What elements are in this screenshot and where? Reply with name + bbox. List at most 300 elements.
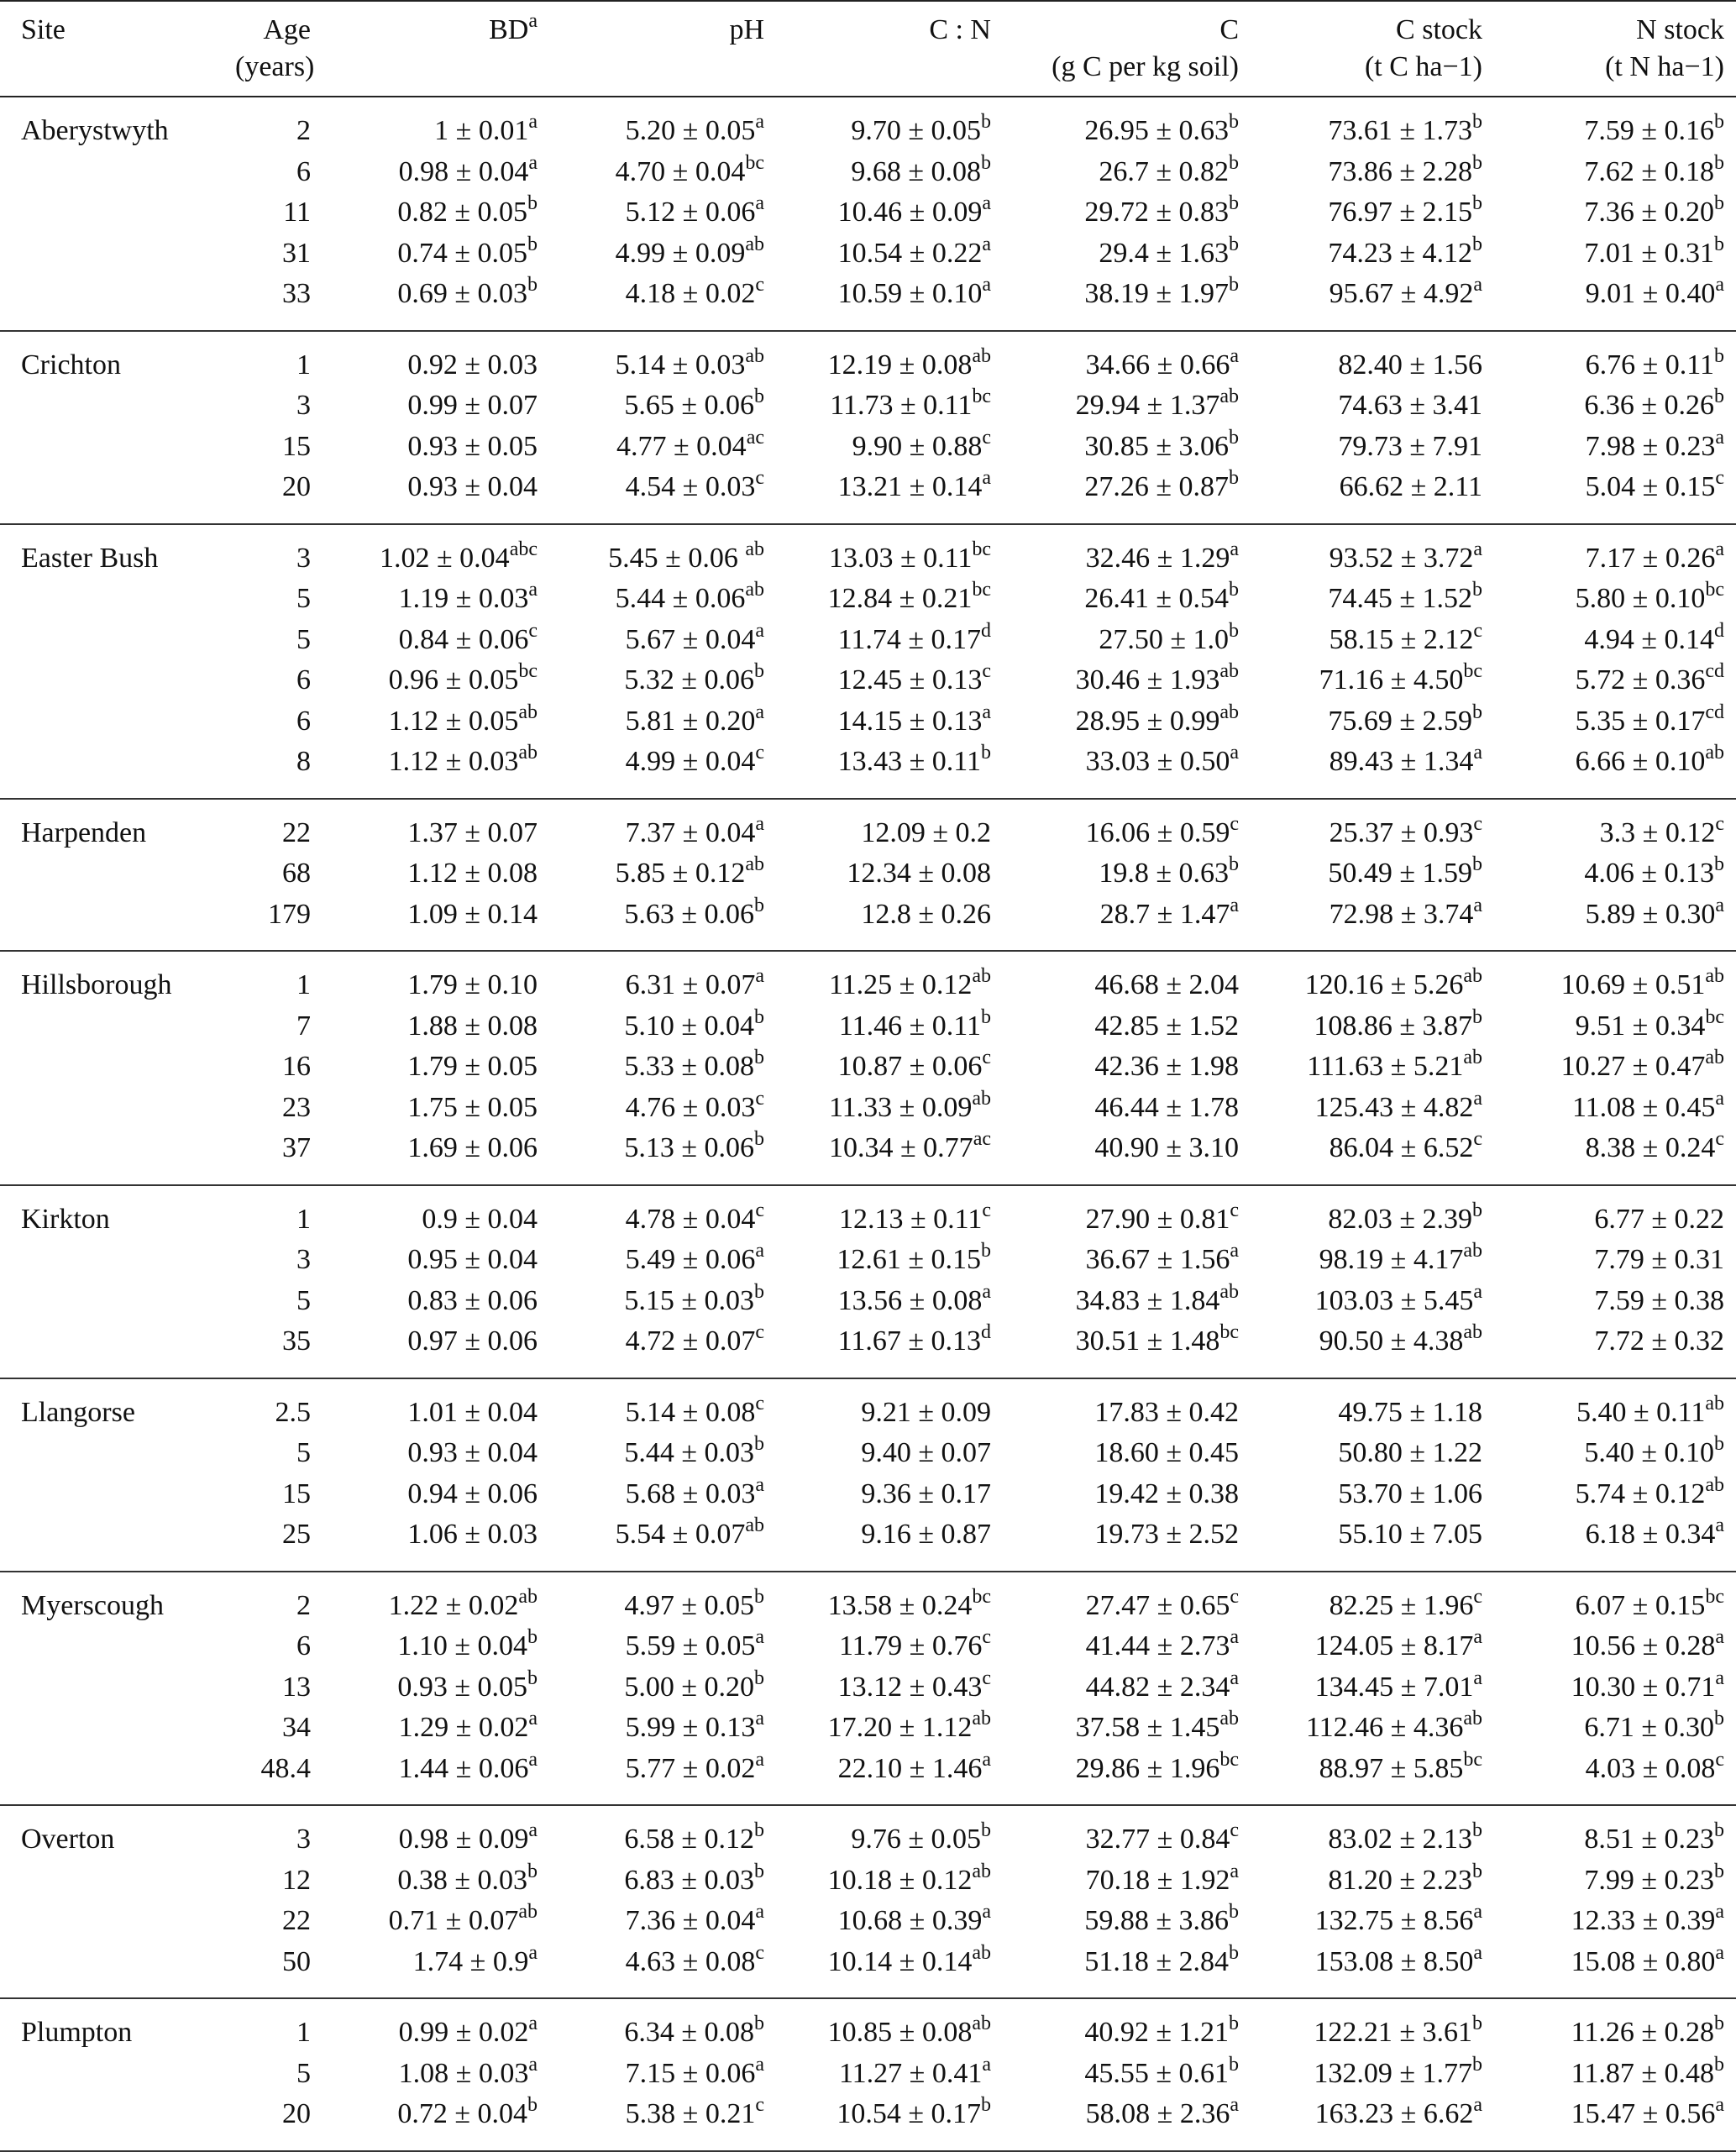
cell-n-stock-value: 5.74 ± 0.12 [1575, 1478, 1706, 1509]
cell-cn-value: 9.76 ± 0.05 [851, 1824, 981, 1855]
cell-cn-significance: b [981, 151, 991, 174]
cell-site [0, 1708, 227, 1749]
cell-age: 179 [227, 895, 319, 952]
cell-age: 20 [227, 467, 319, 524]
cell-bd-significance: ab [518, 701, 538, 723]
table-row [0, 274, 1736, 331]
cell-ph-significance: a [755, 1240, 764, 1262]
cell-ph-value: 4.72 ± 0.07 [625, 1325, 756, 1357]
cell-site [0, 2054, 227, 2095]
cell-cn [773, 951, 999, 1006]
cell-n-stock-significance: cd [1705, 660, 1724, 682]
cell-c-stock-significance: c [1473, 812, 1482, 835]
cell-n-stock [1491, 660, 1736, 701]
cell-c-significance: a [1230, 1666, 1239, 1689]
cell-n-stock [1491, 579, 1736, 620]
cell-site: Overton [21, 1824, 115, 1855]
cell-site [0, 152, 227, 193]
table-row [0, 331, 1736, 386]
header-site-blank [0, 49, 227, 97]
cell-cn-significance: ab [972, 1941, 991, 1964]
cell-n-stock-significance: b [1714, 853, 1724, 875]
cell-cn-significance: bc [972, 579, 991, 601]
cell-n-stock-significance: b [1714, 233, 1724, 255]
cell-n-stock-significance: b [1714, 344, 1724, 367]
cell-age: 6 [296, 705, 311, 737]
cell-age: 35 [227, 1321, 319, 1378]
cell-bd [319, 1998, 546, 2054]
cell-c-significance: b [1229, 274, 1239, 296]
cell-ph-value: 5.85 ± 0.12 [615, 858, 746, 889]
cell-bd-significance: ab [518, 1901, 538, 1923]
cell-ph-significance: a [755, 1748, 764, 1771]
cell-bd [319, 1378, 546, 1434]
cell-c-value: 34.66 ± 0.66 [1085, 349, 1230, 381]
cell-n-stock [1491, 1998, 1736, 2054]
cell-cn-value: 13.03 ± 0.11 [828, 542, 973, 574]
cell-cn-value: 9.70 ± 0.05 [851, 115, 981, 146]
cell-site [0, 1749, 227, 1806]
cell-cn-value: 13.56 ± 0.08 [837, 1284, 983, 1316]
cell-n-stock-value: 4.06 ± 0.13 [1584, 858, 1714, 889]
cell-c-stock-significance: c [1473, 1128, 1482, 1150]
cell-c-stock-significance: b [1472, 233, 1482, 255]
cell-c [999, 579, 1247, 620]
cell-bd-value: 0.98 ± 0.09 [398, 1824, 529, 1855]
cell-cn-significance: a [982, 274, 991, 296]
cell-age: 34 [282, 1712, 311, 1743]
cell-n-stock-value: 5.72 ± 0.36 [1575, 664, 1706, 695]
cell-n-stock [1491, 701, 1736, 743]
cell-ph-value: 4.78 ± 0.04 [625, 1203, 756, 1235]
cell-ph [546, 1088, 773, 1129]
cell-c [999, 742, 1247, 799]
cell-ph-value: 4.77 ± 0.04 [616, 430, 747, 462]
cell-c-stock-value: 82.25 ± 1.96 [1329, 1589, 1474, 1621]
cell-bd [319, 1281, 546, 1322]
cell-c-value: 27.47 ± 0.65 [1085, 1589, 1230, 1621]
cell-bd-significance: ab [518, 1585, 538, 1608]
cell-bd [319, 620, 546, 661]
cell-n-stock [1491, 895, 1736, 952]
cell-n-stock [1491, 742, 1736, 799]
cell-ph-significance: c [755, 1321, 764, 1343]
site-group-5 [0, 1185, 1736, 1378]
cell-bd-significance: a [528, 111, 538, 133]
cell-n-stock [1491, 467, 1736, 524]
cell-n-stock-value: 10.30 ± 0.71 [1571, 1671, 1716, 1703]
cell-c-stock [1247, 1047, 1491, 1088]
cell-ph-value: 4.99 ± 0.04 [625, 746, 756, 777]
cell-c-stock-significance: a [1473, 1901, 1482, 1923]
cell-cn [773, 1088, 999, 1129]
cell-c-stock [1247, 97, 1491, 152]
table-row [0, 152, 1736, 193]
cell-cn-value: 10.54 ± 0.22 [837, 237, 983, 269]
cell-c [999, 2094, 1247, 2151]
cell-c-value: 46.44 ± 1.78 [1094, 1091, 1239, 1123]
cell-age: 11 [283, 197, 311, 228]
cell-c-significance: b [1229, 151, 1239, 174]
cell-ph-significance: c [755, 467, 764, 489]
cell-n-stock-value: 15.08 ± 0.80 [1571, 1945, 1716, 1977]
header-age: Age [263, 14, 311, 45]
header-ph-blank [546, 49, 773, 97]
cell-c-value: 51.18 ± 2.84 [1084, 1945, 1229, 1977]
cell-cn [773, 1667, 999, 1708]
cell-ph-significance: b [754, 1433, 764, 1455]
cell-bd-value: 1.79 ± 0.10 [407, 969, 538, 1000]
cell-cn-value: 10.68 ± 0.39 [837, 1905, 983, 1936]
cell-age: 5 [296, 1437, 311, 1468]
cell-c-stock-significance: b [1472, 1819, 1482, 1841]
cell-bd [319, 192, 546, 234]
cell-ph [546, 427, 773, 468]
cell-ph-significance: c [755, 1392, 764, 1415]
cell-bd [319, 97, 546, 152]
cell-bd-significance: b [527, 192, 538, 214]
cell-cn [773, 1240, 999, 1281]
cell-c [999, 1433, 1247, 1474]
table-row [0, 1998, 1736, 2054]
cell-c [999, 951, 1247, 1006]
cell-c-value: 30.85 ± 3.06 [1084, 430, 1229, 462]
cell-c-stock-value: 95.67 ± 4.92 [1329, 278, 1474, 309]
cell-n-stock-significance: ab [1705, 1047, 1724, 1068]
cell-bd [319, 1708, 546, 1749]
cell-cn-value: 13.58 ± 0.24 [827, 1589, 973, 1621]
cell-c-stock [1247, 1626, 1491, 1667]
cell-ph [546, 660, 773, 701]
cell-cn-significance: c [982, 660, 991, 682]
cell-c-significance: ab [1219, 1280, 1239, 1303]
cell-cn-value: 17.20 ± 1.12 [827, 1712, 973, 1743]
cell-cn-significance: b [981, 1819, 991, 1841]
cell-c-significance: a [1230, 1860, 1239, 1882]
cell-bd [319, 1006, 546, 1047]
cell-c-stock-value: 74.23 ± 4.12 [1328, 237, 1472, 269]
cell-c-stock-significance: a [1473, 1941, 1482, 1964]
cell-c [999, 799, 1247, 854]
cell-c-stock-value: 98.19 ± 4.17 [1319, 1244, 1464, 1275]
cell-bd-value: 1.44 ± 0.06 [398, 1752, 529, 1784]
cell-site [0, 742, 227, 799]
cell-cn [773, 2094, 999, 2151]
cell-cn-significance: a [982, 233, 991, 255]
cell-n-stock-value: 11.26 ± 0.28 [1571, 2017, 1714, 2048]
cell-ph-value: 4.70 ± 0.04 [615, 155, 746, 187]
cell-cn-value: 22.10 ± 1.46 [837, 1752, 983, 1784]
cell-cn-value: 9.90 ± 0.88 [852, 430, 983, 462]
cell-ph-significance: c [755, 274, 764, 296]
cell-ph [546, 853, 773, 895]
cell-n-stock-significance: a [1715, 274, 1724, 296]
cell-bd [319, 1805, 546, 1861]
cell-c-stock [1247, 1805, 1491, 1861]
cell-bd-value: 0.69 ± 0.03 [397, 278, 527, 309]
cell-bd-value: 0.71 ± 0.07 [388, 1905, 519, 1936]
cell-cn-significance: bc [972, 386, 991, 407]
cell-c-stock-significance: c [1473, 1585, 1482, 1608]
header-row-1 [0, 1, 1736, 49]
cell-site: Kirkton [21, 1203, 110, 1235]
cell-cn-value: 10.54 ± 0.17 [837, 2098, 981, 2129]
cell-cn [773, 1901, 999, 1942]
cell-c-stock-value: 125.43 ± 4.82 [1314, 1091, 1474, 1123]
cell-bd-value: 0.93 ± 0.05 [407, 430, 538, 462]
cell-c-stock [1247, 524, 1491, 580]
cell-c-value: 30.46 ± 1.93 [1075, 664, 1220, 695]
cell-site [0, 1514, 227, 1572]
header-n-stock: N stock [1636, 14, 1724, 45]
header-c-unit: (g C per kg soil) [999, 49, 1247, 97]
cell-c-stock-significance: c [1473, 619, 1482, 642]
cell-c-significance: b [1229, 2053, 1239, 2076]
cell-cn-value: 12.34 ± 0.08 [847, 858, 991, 889]
cell-ph-significance: a [755, 2053, 764, 2076]
cell-n-stock [1491, 1901, 1736, 1942]
cell-n-stock-value: 9.01 ± 0.40 [1585, 278, 1716, 309]
cell-bd-significance: a [528, 151, 538, 174]
cell-c [999, 620, 1247, 661]
cell-ph [546, 152, 773, 193]
cell-c [999, 853, 1247, 895]
cell-bd-significance: c [528, 619, 538, 642]
cell-ph [546, 1667, 773, 1708]
cell-n-stock [1491, 97, 1736, 152]
cell-c-stock [1247, 427, 1491, 468]
cell-n-stock-value: 4.03 ± 0.08 [1585, 1752, 1716, 1784]
cell-age: 3 [296, 1824, 311, 1855]
cell-age: 12 [282, 1864, 311, 1896]
cell-ph [546, 1006, 773, 1047]
cell-cn-value: 10.14 ± 0.14 [827, 1945, 973, 1977]
cell-c [999, 1378, 1247, 1434]
cell-ph-significance: b [754, 1860, 764, 1882]
cell-cn [773, 660, 999, 701]
cell-c-stock-significance: ab [1463, 1708, 1482, 1729]
cell-n-stock [1491, 1088, 1736, 1129]
cell-c-stock-significance: a [1473, 742, 1482, 764]
cell-c-significance: b [1229, 192, 1239, 214]
cell-bd [319, 331, 546, 386]
cell-c-stock-significance: b [1472, 192, 1482, 214]
cell-bd-value: 1.01 ± 0.04 [407, 1396, 538, 1428]
cell-c-significance: b [1229, 233, 1239, 255]
cell-c-stock [1247, 742, 1491, 799]
cell-c-stock-value: 120.16 ± 5.26 [1304, 969, 1464, 1000]
cell-c-stock [1247, 853, 1491, 895]
cell-ph-value: 5.20 ± 0.05 [625, 115, 756, 146]
cell-n-stock [1491, 1047, 1736, 1088]
cell-c-stock [1247, 1281, 1491, 1322]
cell-c-stock-value: 111.63 ± 5.21 [1307, 1051, 1464, 1082]
cell-cn-value: 11.33 ± 0.09 [828, 1091, 973, 1123]
cell-c-value: 40.90 ± 3.10 [1094, 1132, 1239, 1163]
cell-c-stock-significance: b [1472, 2053, 1482, 2076]
cell-age: 20 [227, 2094, 319, 2151]
site-group-3 [0, 799, 1736, 952]
cell-n-stock [1491, 1749, 1736, 1806]
cell-c-value: 58.08 ± 2.36 [1085, 2098, 1230, 2129]
cell-age: 3 [296, 390, 311, 421]
cell-c-stock [1247, 1240, 1491, 1281]
cell-c-value: 46.68 ± 2.04 [1094, 969, 1239, 1000]
cell-cn-value: 9.40 ± 0.07 [861, 1437, 991, 1468]
cell-bd-significance: abc [509, 538, 538, 560]
cell-c-stock-significance: a [1473, 2094, 1482, 2116]
table-row [0, 579, 1736, 620]
table-row [0, 1901, 1736, 1942]
cell-c-stock-value: 103.03 ± 5.45 [1314, 1284, 1474, 1316]
cell-c-significance: b [1229, 2013, 1239, 2034]
cell-c [999, 1321, 1247, 1378]
table-row [0, 660, 1736, 701]
cell-n-stock [1491, 427, 1736, 468]
cell-ph-significance: a [755, 1626, 764, 1648]
cell-bd-significance: a [528, 2053, 538, 2076]
table-row [0, 895, 1736, 952]
cell-age: 68 [282, 858, 311, 889]
cell-n-stock [1491, 1321, 1736, 1378]
cell-site [0, 274, 227, 331]
table-row [0, 1626, 1736, 1667]
header-bd-blank [319, 49, 546, 97]
cell-bd [319, 1088, 546, 1129]
cell-bd [319, 1901, 546, 1942]
cell-c-stock-significance: a [1473, 1087, 1482, 1110]
cell-ph-significance: ab [745, 233, 764, 255]
cell-bd [319, 1474, 546, 1515]
cell-c-stock [1247, 1088, 1491, 1129]
cell-c [999, 1240, 1247, 1281]
cell-cn [773, 1321, 999, 1378]
header-c-stock-unit [1247, 49, 1491, 97]
cell-cn [773, 152, 999, 193]
cell-c-value: 26.7 ± 0.82 [1099, 155, 1229, 187]
cell-site [0, 1321, 227, 1378]
cell-n-stock-value: 10.56 ± 0.28 [1571, 1630, 1716, 1661]
cell-c-value: 28.7 ± 1.47 [1099, 898, 1230, 930]
header-n-stock-unit-text: (t N ha−1) [1605, 51, 1724, 82]
cell-age: 25 [227, 1514, 319, 1572]
cell-c-stock-significance: bc [1463, 660, 1482, 682]
cell-c-stock-value: 72.98 ± 3.74 [1329, 898, 1474, 930]
cell-c [999, 1047, 1247, 1088]
cell-n-stock-significance: cd [1705, 701, 1724, 723]
cell-bd [319, 467, 546, 524]
header-site: Site [21, 14, 66, 45]
cell-c-stock-value: 134.45 ± 7.01 [1314, 1671, 1474, 1703]
cell-ph-value: 5.13 ± 0.06 [624, 1132, 754, 1163]
cell-n-stock-significance: a [1715, 2094, 1724, 2116]
cell-ph-value: 5.44 ± 0.06 [615, 583, 746, 614]
cell-site [0, 660, 227, 701]
cell-site [0, 701, 227, 743]
cell-n-stock-significance: a [1715, 538, 1724, 560]
cell-cn-value: 12.61 ± 0.15 [837, 1244, 981, 1275]
cell-n-stock-value: 7.62 ± 0.18 [1584, 155, 1714, 187]
header-bd-label: BD [489, 14, 529, 45]
cell-cn [773, 620, 999, 661]
cell-c-value: 44.82 ± 2.34 [1085, 1671, 1230, 1703]
cell-c-stock-value: 90.50 ± 4.38 [1319, 1325, 1464, 1357]
cell-c-stock-significance: ab [1463, 1321, 1482, 1343]
table-row [0, 2054, 1736, 2095]
cell-ph [546, 701, 773, 743]
cell-ph-significance: ab [745, 538, 764, 560]
cell-cn-value: 11.27 ± 0.41 [838, 2057, 983, 2089]
cell-c-significance: b [1229, 853, 1239, 875]
cell-bd [319, 427, 546, 468]
table-row [0, 1047, 1736, 1088]
cell-site [0, 467, 227, 524]
cell-ph-value: 4.63 ± 0.08 [625, 1945, 756, 1977]
cell-age: 22 [282, 816, 311, 848]
cell-n-stock-value: 7.01 ± 0.31 [1584, 237, 1714, 269]
cell-n-stock [1491, 1433, 1736, 1474]
table-row [0, 2094, 1736, 2151]
cell-n-stock-value: 7.98 ± 0.23 [1585, 430, 1716, 462]
cell-bd-value: 1.12 ± 0.08 [407, 858, 538, 889]
cell-bd-significance: b [527, 233, 538, 255]
cell-ph [546, 1474, 773, 1515]
cell-n-stock-value: 4.94 ± 0.14 [1584, 623, 1714, 655]
cell-n-stock [1491, 1128, 1736, 1185]
table-row [0, 951, 1736, 1006]
cell-bd-value: 0.72 ± 0.04 [397, 2098, 527, 2129]
cell-n-stock-significance: a [1715, 1087, 1724, 1110]
cell-c-stock-value: 88.97 ± 5.85 [1319, 1752, 1464, 1784]
cell-site: Crichton [21, 349, 121, 381]
cell-n-stock [1491, 152, 1736, 193]
cell-c-value: 32.77 ± 0.84 [1085, 1824, 1230, 1855]
site-group-1 [0, 331, 1736, 524]
cell-c-stock [1247, 1572, 1491, 1627]
cell-n-stock-significance: b [1714, 2053, 1724, 2076]
cell-ph-value: 5.32 ± 0.06 [624, 664, 754, 695]
cell-ph [546, 1708, 773, 1749]
cell-n-stock [1491, 274, 1736, 331]
cell-ph [546, 951, 773, 1006]
cell-site [0, 1433, 227, 1474]
cell-c [999, 1626, 1247, 1667]
header-ph: pH [729, 14, 764, 45]
cell-c [999, 1514, 1247, 1572]
cell-ph [546, 1047, 773, 1088]
cell-age: 6 [296, 1630, 311, 1661]
header-c-stock-unit-text: (t C ha−1) [1364, 51, 1482, 82]
cell-ph-significance: b [754, 2013, 764, 2034]
cell-n-stock-value: 11.87 ± 0.48 [1571, 2057, 1714, 2089]
cell-ph-value: 6.34 ± 0.08 [624, 2017, 754, 2048]
table-row [0, 1942, 1736, 1999]
cell-age: 6 [296, 664, 311, 695]
cell-bd-value: 0.74 ± 0.05 [397, 237, 527, 269]
cell-n-stock-value: 5.40 ± 0.11 [1576, 1396, 1706, 1428]
cell-n-stock [1491, 1667, 1736, 1708]
cell-cn-significance: a [982, 192, 991, 214]
cell-cn-value: 11.79 ± 0.76 [838, 1630, 983, 1661]
cell-cn-significance: ab [972, 1860, 991, 1882]
cell-c [999, 97, 1247, 152]
cell-ph [546, 234, 773, 275]
cell-c [999, 1128, 1247, 1185]
cell-cn-significance: d [981, 619, 991, 642]
cell-c-stock [1247, 579, 1491, 620]
cell-ph-significance: c [755, 2094, 764, 2116]
cell-age: 1 [296, 1203, 311, 1235]
